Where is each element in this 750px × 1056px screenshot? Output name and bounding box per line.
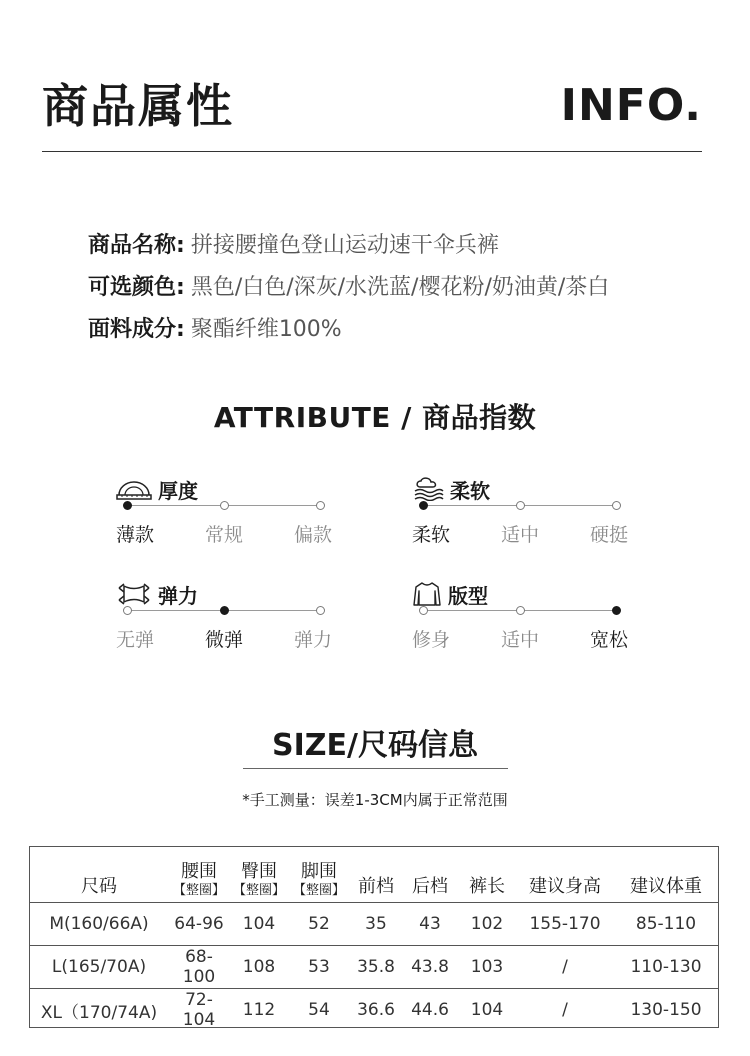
- scale-label-0: 修身: [411, 629, 450, 651]
- scale-label-1: 常规: [204, 524, 243, 546]
- scale-label-0: 无弹: [115, 629, 154, 651]
- table-cell: L(165/70A): [51, 957, 147, 977]
- info-row-material: [88, 312, 342, 343]
- info-key: 面料成分:: [88, 317, 185, 342]
- scale-label-0: 柔软: [411, 524, 450, 546]
- table-cell: 35.8: [357, 957, 395, 977]
- scale-dot-2: [612, 501, 621, 510]
- size-divider: [243, 768, 508, 769]
- table-cell: 64-96: [174, 914, 224, 934]
- table-cell: 110-130: [630, 957, 702, 977]
- scale-dot-2: [612, 606, 621, 615]
- attribute-thickness: [116, 476, 336, 556]
- table-cell: 52: [308, 914, 330, 934]
- scale-dot-1: [516, 501, 525, 510]
- attribute-name: 版型: [448, 583, 488, 608]
- attribute-name: 弹力: [158, 583, 198, 608]
- scale-label-2: 宽松: [589, 629, 628, 651]
- scale-label-1: 适中: [500, 629, 539, 651]
- info-row-name: [88, 228, 499, 259]
- measurement-note: *手工测量：误差1-3CM内属于正常范围: [242, 791, 508, 809]
- attribute-elasticity: [116, 581, 336, 661]
- table-cell: 112: [242, 1000, 276, 1020]
- table-cell: 104: [242, 914, 276, 934]
- table-cell: 72-104: [182, 990, 216, 1030]
- column-header: 臀围 【整圈】: [232, 861, 285, 898]
- table-cell: 43.8: [411, 957, 449, 977]
- scale-label-2: 硬挺: [589, 524, 628, 546]
- column-header: 前档: [358, 876, 394, 897]
- stretch-icon: [116, 582, 152, 606]
- table-cell: 43: [419, 914, 441, 934]
- scale-label-0: 薄款: [115, 524, 154, 546]
- header-divider: [42, 151, 702, 152]
- feather-wave-icon: [412, 477, 444, 501]
- attribute-name: 柔软: [450, 478, 490, 503]
- info-key: 可选颜色:: [88, 275, 185, 300]
- scale-dot-2: [316, 606, 325, 615]
- info-value: 拼接腰撞色登山运动速干伞兵裤: [190, 233, 499, 258]
- table-cell: 155-170: [529, 914, 601, 934]
- table-cell: 54: [308, 1000, 330, 1020]
- sweater-icon: [412, 581, 442, 607]
- table-cell: 53: [308, 957, 330, 977]
- table-row: [29, 989, 719, 1032]
- attribute-softness: [412, 476, 632, 556]
- table-row: [29, 903, 719, 946]
- scale-label-2: 偏款: [293, 524, 332, 546]
- info-row-colors: [88, 270, 609, 301]
- attribute-heading: ATTRIBUTE / 商品指数: [213, 401, 537, 434]
- column-header: 后档: [412, 876, 448, 897]
- table-row: [29, 946, 719, 989]
- column-header: 建议体重: [630, 876, 702, 897]
- table-cell: XL（170/74A): [40, 1002, 158, 1023]
- table-cell: M(160/66A): [49, 914, 149, 934]
- scale-dot-0: [419, 501, 428, 510]
- scale-dot-0: [419, 606, 428, 615]
- info-value: 聚酯纤维100%: [190, 317, 342, 342]
- table-cell: 108: [242, 957, 276, 977]
- table-cell: 103: [470, 957, 504, 977]
- table-cell: 35: [365, 914, 387, 934]
- column-header: 腰围 【整圈】: [172, 861, 225, 898]
- table-cell: 36.6: [357, 1000, 395, 1020]
- table-cell: 68-100: [182, 947, 216, 987]
- size-table: [29, 846, 719, 1031]
- page-title: 商品属性: [42, 79, 234, 133]
- scale-label-2: 弹力: [293, 629, 332, 651]
- scale-dot-0: [123, 501, 132, 510]
- column-header: 建议身高: [529, 876, 601, 897]
- scale-dot-1: [516, 606, 525, 615]
- info-key: 商品名称:: [88, 233, 185, 258]
- info-value: 黑色/白色/深灰/水洗蓝/樱花粉/奶油黄/茶白: [190, 275, 610, 300]
- table-cell: 130-150: [630, 1000, 702, 1020]
- table-cell: 44.6: [411, 1000, 449, 1020]
- table-cell: /: [562, 957, 568, 977]
- scale-dot-1: [220, 606, 229, 615]
- page-title-en: INFO.: [560, 80, 702, 131]
- table-header-row: [29, 846, 719, 903]
- column-header: 脚围 【整圈】: [292, 861, 345, 898]
- attribute-fit: [412, 581, 632, 661]
- scale-dot-0: [123, 606, 132, 615]
- scale-label-1: 微弹: [204, 629, 243, 651]
- table-cell: 104: [470, 1000, 504, 1020]
- table-cell: 85-110: [635, 914, 697, 934]
- scale-dot-2: [316, 501, 325, 510]
- column-header: 尺码: [81, 876, 117, 897]
- scale-dot-1: [220, 501, 229, 510]
- table-cell: 102: [470, 914, 504, 934]
- attribute-name: 厚度: [158, 478, 198, 503]
- column-header: 裤长: [469, 876, 505, 897]
- table-cell: /: [562, 1000, 568, 1020]
- size-heading: SIZE/尺码信息: [272, 728, 478, 763]
- scale-label-1: 适中: [500, 524, 539, 546]
- ruler-icon: [116, 477, 152, 501]
